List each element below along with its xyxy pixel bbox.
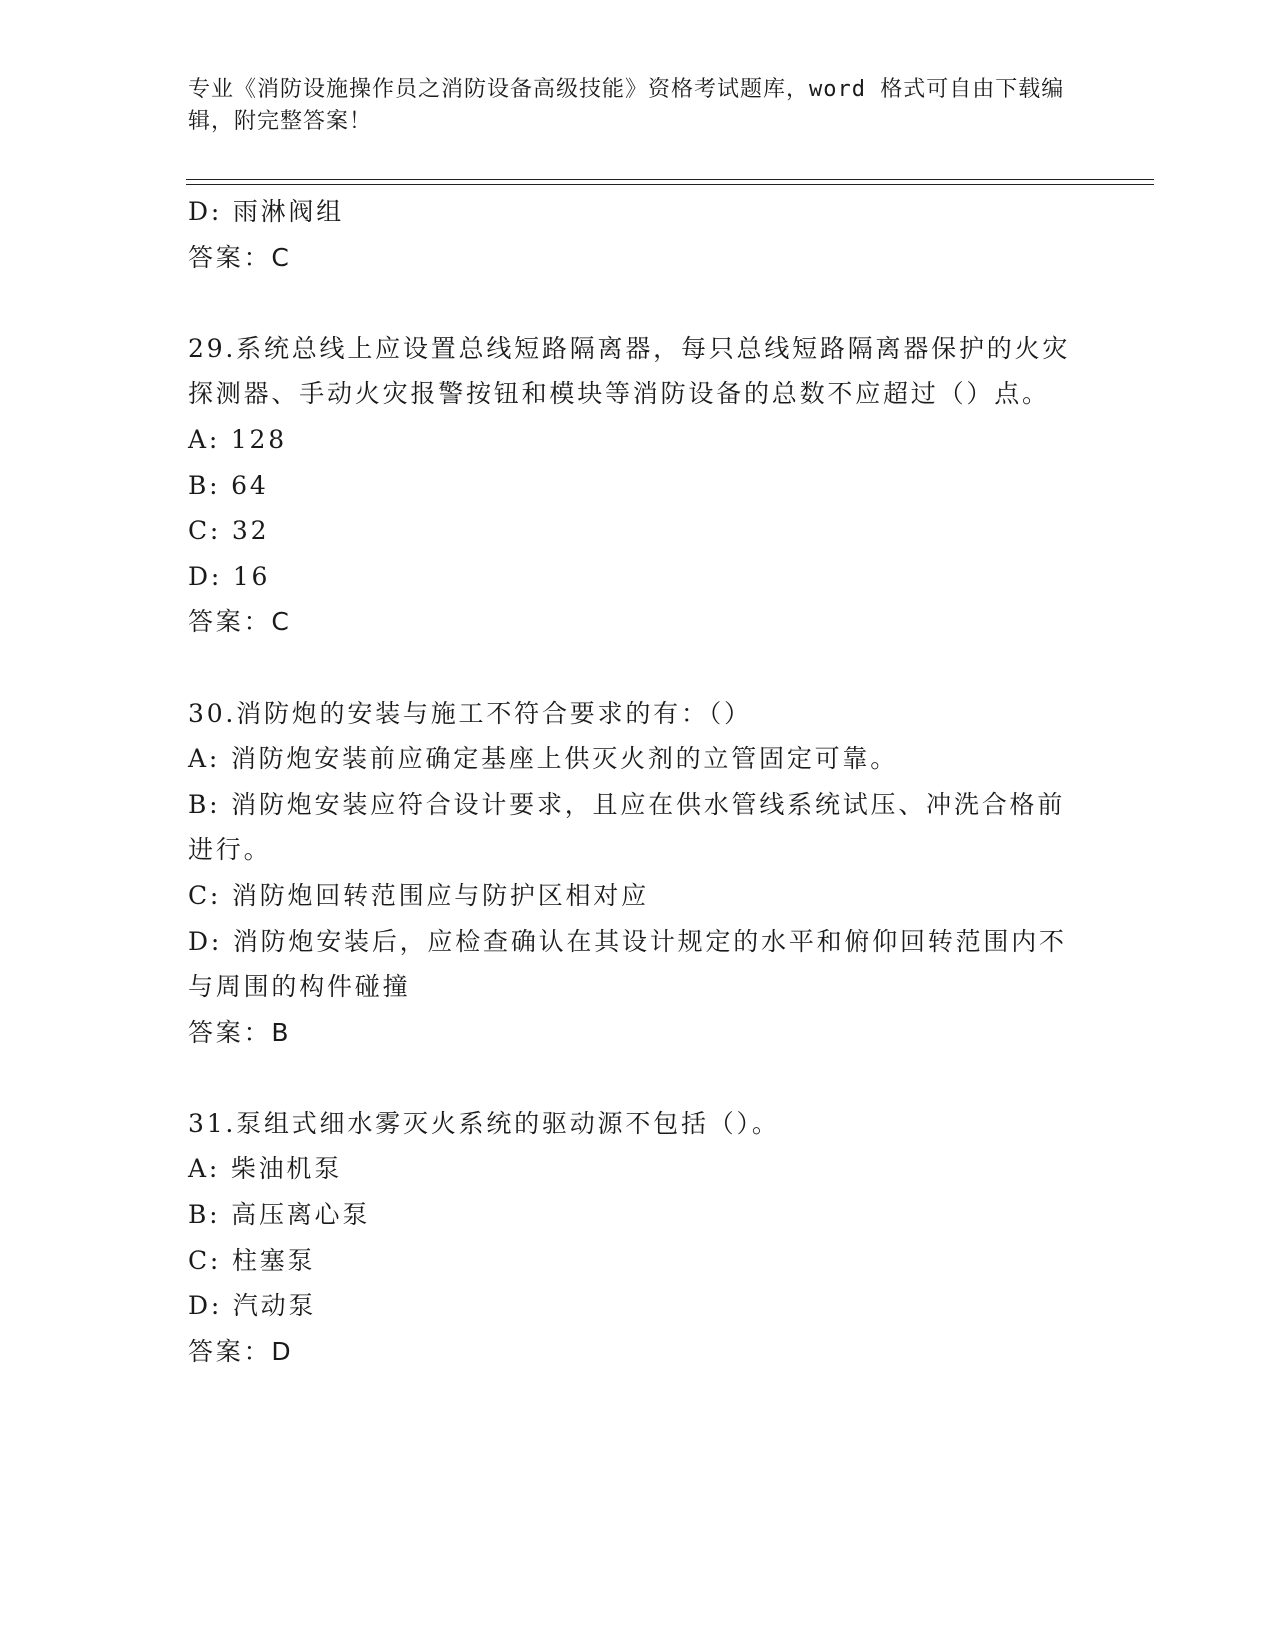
question-stem: 30.消防炮的安装与施工不符合要求的有：（） (188, 698, 752, 728)
option-d: D: 汽动泵 (188, 1291, 317, 1321)
option-c: C: 消防炮回转范围应与防护区相对应 (188, 880, 649, 910)
option-b: B: 高压离心泵 (188, 1200, 371, 1230)
previous-question-tail (188, 189, 1078, 280)
header-text: 专业《消防设施操作员之消防设备高级技能》资格考试题库，word 格式可自由下载编辑，附完整答案！ (188, 77, 1065, 134)
option-a: A: 柴油机泵 (188, 1154, 343, 1184)
question-29 (188, 326, 1078, 645)
question-stem: 31.泵组式细水雾灭火系统的驱动源不包括（）。 (188, 1108, 780, 1138)
question-list (188, 189, 1078, 1374)
answer: 答案：B (188, 1017, 292, 1047)
option-a: A: 128 (188, 424, 287, 454)
option-c: C: 柱塞泵 (188, 1245, 316, 1275)
answer: 答案：C (188, 242, 292, 272)
option-a: A: 消防炮安装前应确定基座上供灭火剂的立管固定可靠。 (188, 744, 899, 774)
option-c: C: 32 (188, 516, 270, 546)
question-30 (188, 691, 1078, 1056)
question-stem: 29.系统总线上应设置总线短路隔离器，每只总线短路隔离器保护的火灾探测器、手动火灾报警按钮和模块等消防设备的总数不应超过（）点。 (188, 333, 1071, 409)
header-rule-top (186, 179, 1154, 180)
option-d: D: 雨淋阀组 (188, 197, 345, 226)
option-b: B: 64 (188, 470, 269, 500)
header-rule-bottom (186, 184, 1154, 185)
question-31 (188, 1101, 1078, 1375)
document-header (188, 74, 1068, 138)
option-d: D: 16 (188, 561, 271, 591)
answer: 答案：D (188, 1336, 294, 1366)
answer: 答案：C (188, 607, 292, 637)
option-d: D: 消防炮安装后，应检查确认在其设计规定的水平和俯仰回转范围内不与周围的构件碰撞 (188, 926, 1067, 1002)
option-b: B: 消防炮安装应符合设计要求，且应在供水管线系统试压、冲洗合格前进行。 (188, 789, 1066, 865)
